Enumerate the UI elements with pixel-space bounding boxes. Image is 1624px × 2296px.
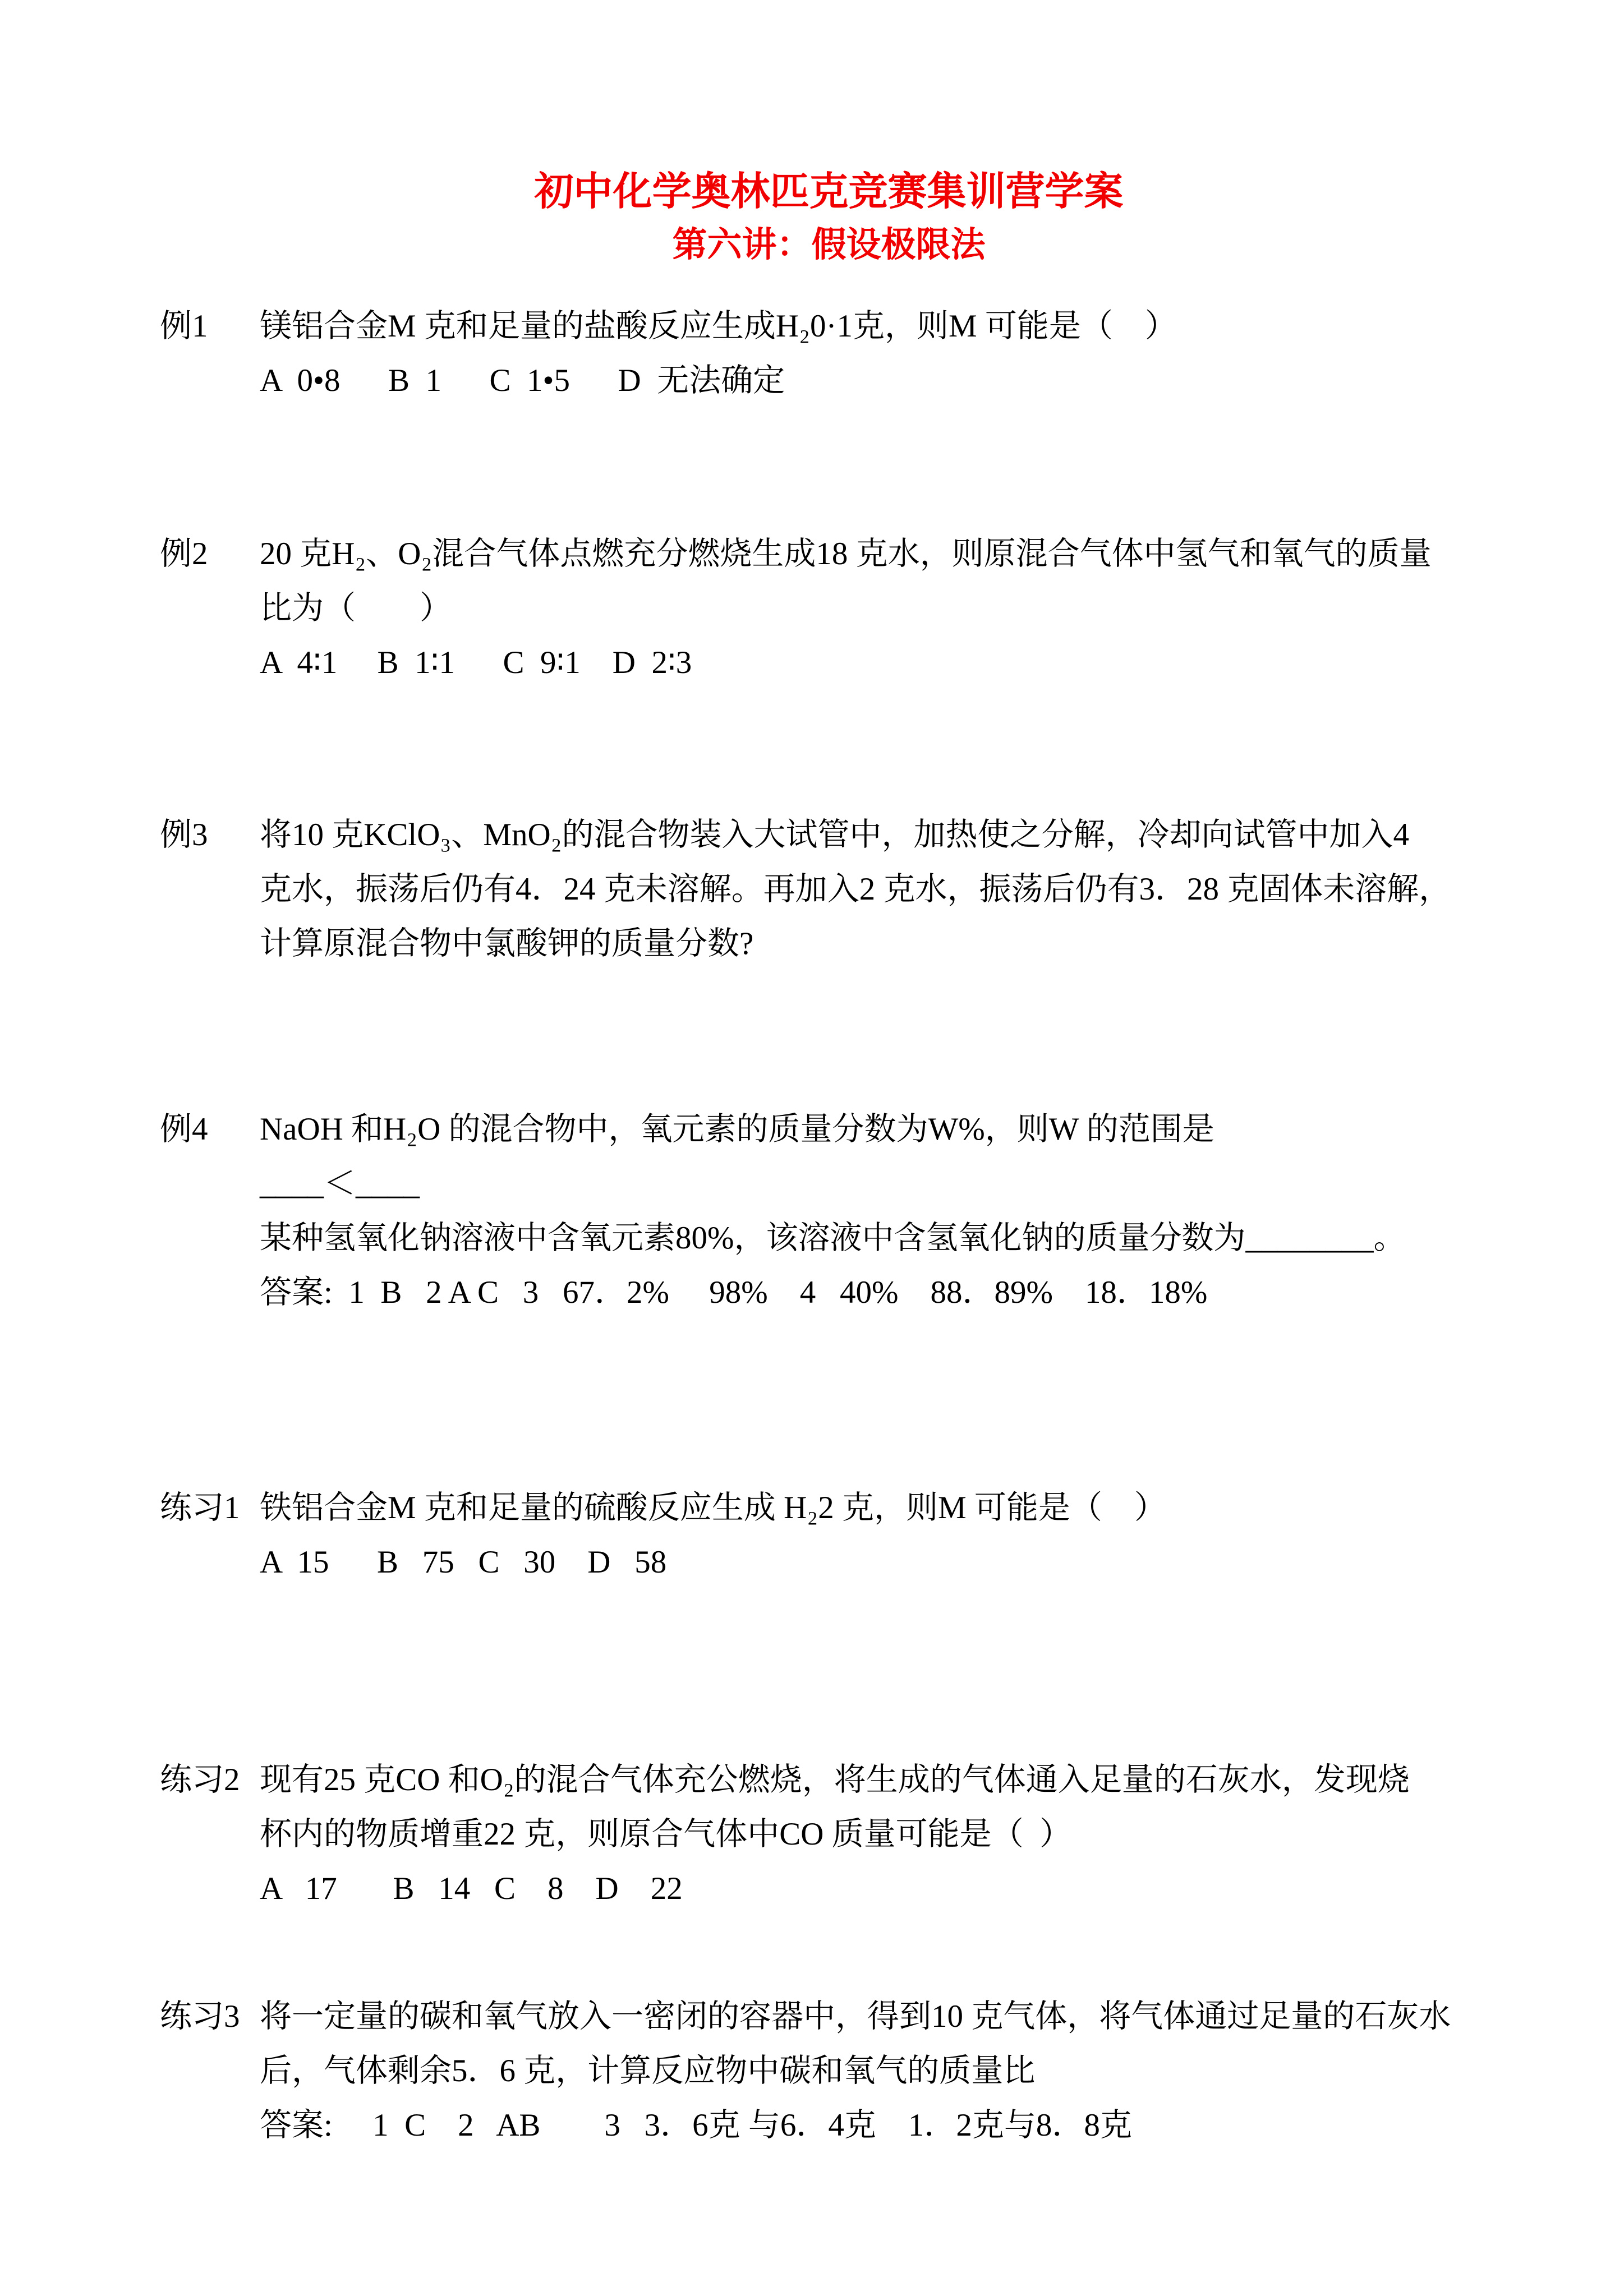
problem-content: [260, 1102, 1498, 1320]
problem-options: A 0•8 B 1 C 1•5 D 无法确定: [260, 363, 785, 398]
problem-label: 例1: [160, 308, 208, 344]
problem-text: 将一定量的碳和氧气放入一密闭的容器中，得到10 克气体，将气体通过足量的石灰水: [260, 1999, 1451, 2034]
problem-exercise-1: [160, 1481, 1498, 1589]
problem-options: A 15 B 75 C 30 D 58: [260, 1545, 667, 1580]
problem-text: 比为（ ）: [260, 591, 452, 626]
problem-content: [260, 1989, 1498, 2152]
problem-text: 后，气体剩余5．6 克，计算反应物中碳和氧气的质量比: [260, 2053, 1036, 2088]
problem-text: 镁铝合金M 克和足量的盐酸反应生成H₂0·1克，则M 可能是（ ）: [260, 308, 1177, 344]
problem-options: A 4∶1 B 1∶1 C 9∶1 D 2∶3: [260, 645, 692, 680]
problem-text: 杯内的物质增重22 克，则原合气体中CO 质量可能是（ ）: [260, 1816, 1072, 1852]
problem-label: 例4: [160, 1112, 208, 1147]
problem-content: [260, 1481, 1498, 1589]
problem-text: 现有25 克CO 和O₂的混合气体充公燃烧，将生成的气体通入足量的石灰水，发现烧: [260, 1762, 1410, 1797]
problem-options: A 17 B 14 C 8 D 22: [260, 1871, 683, 1906]
problem-content: [260, 1753, 1498, 1916]
problem-label: 练习1: [160, 1490, 240, 1525]
problem-exercise-2: [160, 1753, 1498, 1916]
problem-example-1: [160, 299, 1498, 408]
problem-text: 某种氢氧化钠溶液中含氧元素80%，该溶液中含氢氧化钠的质量分数为________。: [260, 1220, 1406, 1256]
doc-subtitle: 第六讲：假设极限法: [672, 226, 986, 264]
problem-text: NaOH 和H₂O 的混合物中，氧元素的质量分数为W%，则W 的范围是: [260, 1112, 1214, 1147]
problem-content: [260, 808, 1498, 971]
problem-text: 克水，振荡后仍有4．24 克未溶解。再加入2 克水，振荡后仍有3．28 克固体未溶解，: [260, 872, 1451, 907]
problem-exercise-3: [160, 1989, 1498, 2152]
problem-text: 将10 克KClO₃、MnO₂的混合物装入大试管中，加热使之分解，冷却向试管中加入4: [260, 817, 1410, 852]
problem-example-4: [160, 1102, 1498, 1320]
problem-example-3: [160, 808, 1498, 971]
problem-text: 20 克H₂、O₂混合气体点燃充分燃烧生成18 克水，则原混合气体中氢气和氧气的质量: [260, 536, 1432, 571]
problem-content: [260, 299, 1498, 408]
problem-text: 铁铝合金M 克和足量的硫酸反应生成 H₂2 克，则M 可能是（ ）: [260, 1490, 1166, 1525]
problem-label: 练习3: [160, 1999, 240, 2034]
answer-line: 答案: 1 B 2 A C 3 67．2% 98% 4 40% 88．89% 18．18%: [260, 1275, 1208, 1310]
problem-content: [260, 527, 1498, 690]
doc-title: 初中化学奥林匹克竞赛集训营学案: [534, 170, 1124, 214]
problem-text: 计算原混合物中氯酸钾的质量分数?: [260, 926, 754, 961]
problem-label: 例2: [160, 536, 208, 571]
problem-label: 例3: [160, 817, 208, 852]
problem-example-2: [160, 527, 1498, 690]
answer-line: 答案: 1 C 2 AB 3 3．6克 与6．4克 1．2克与8．8克: [260, 2108, 1132, 2143]
problem-label: 练习2: [160, 1762, 240, 1797]
fill-in-blank-line: ____＜____: [260, 1166, 420, 1201]
